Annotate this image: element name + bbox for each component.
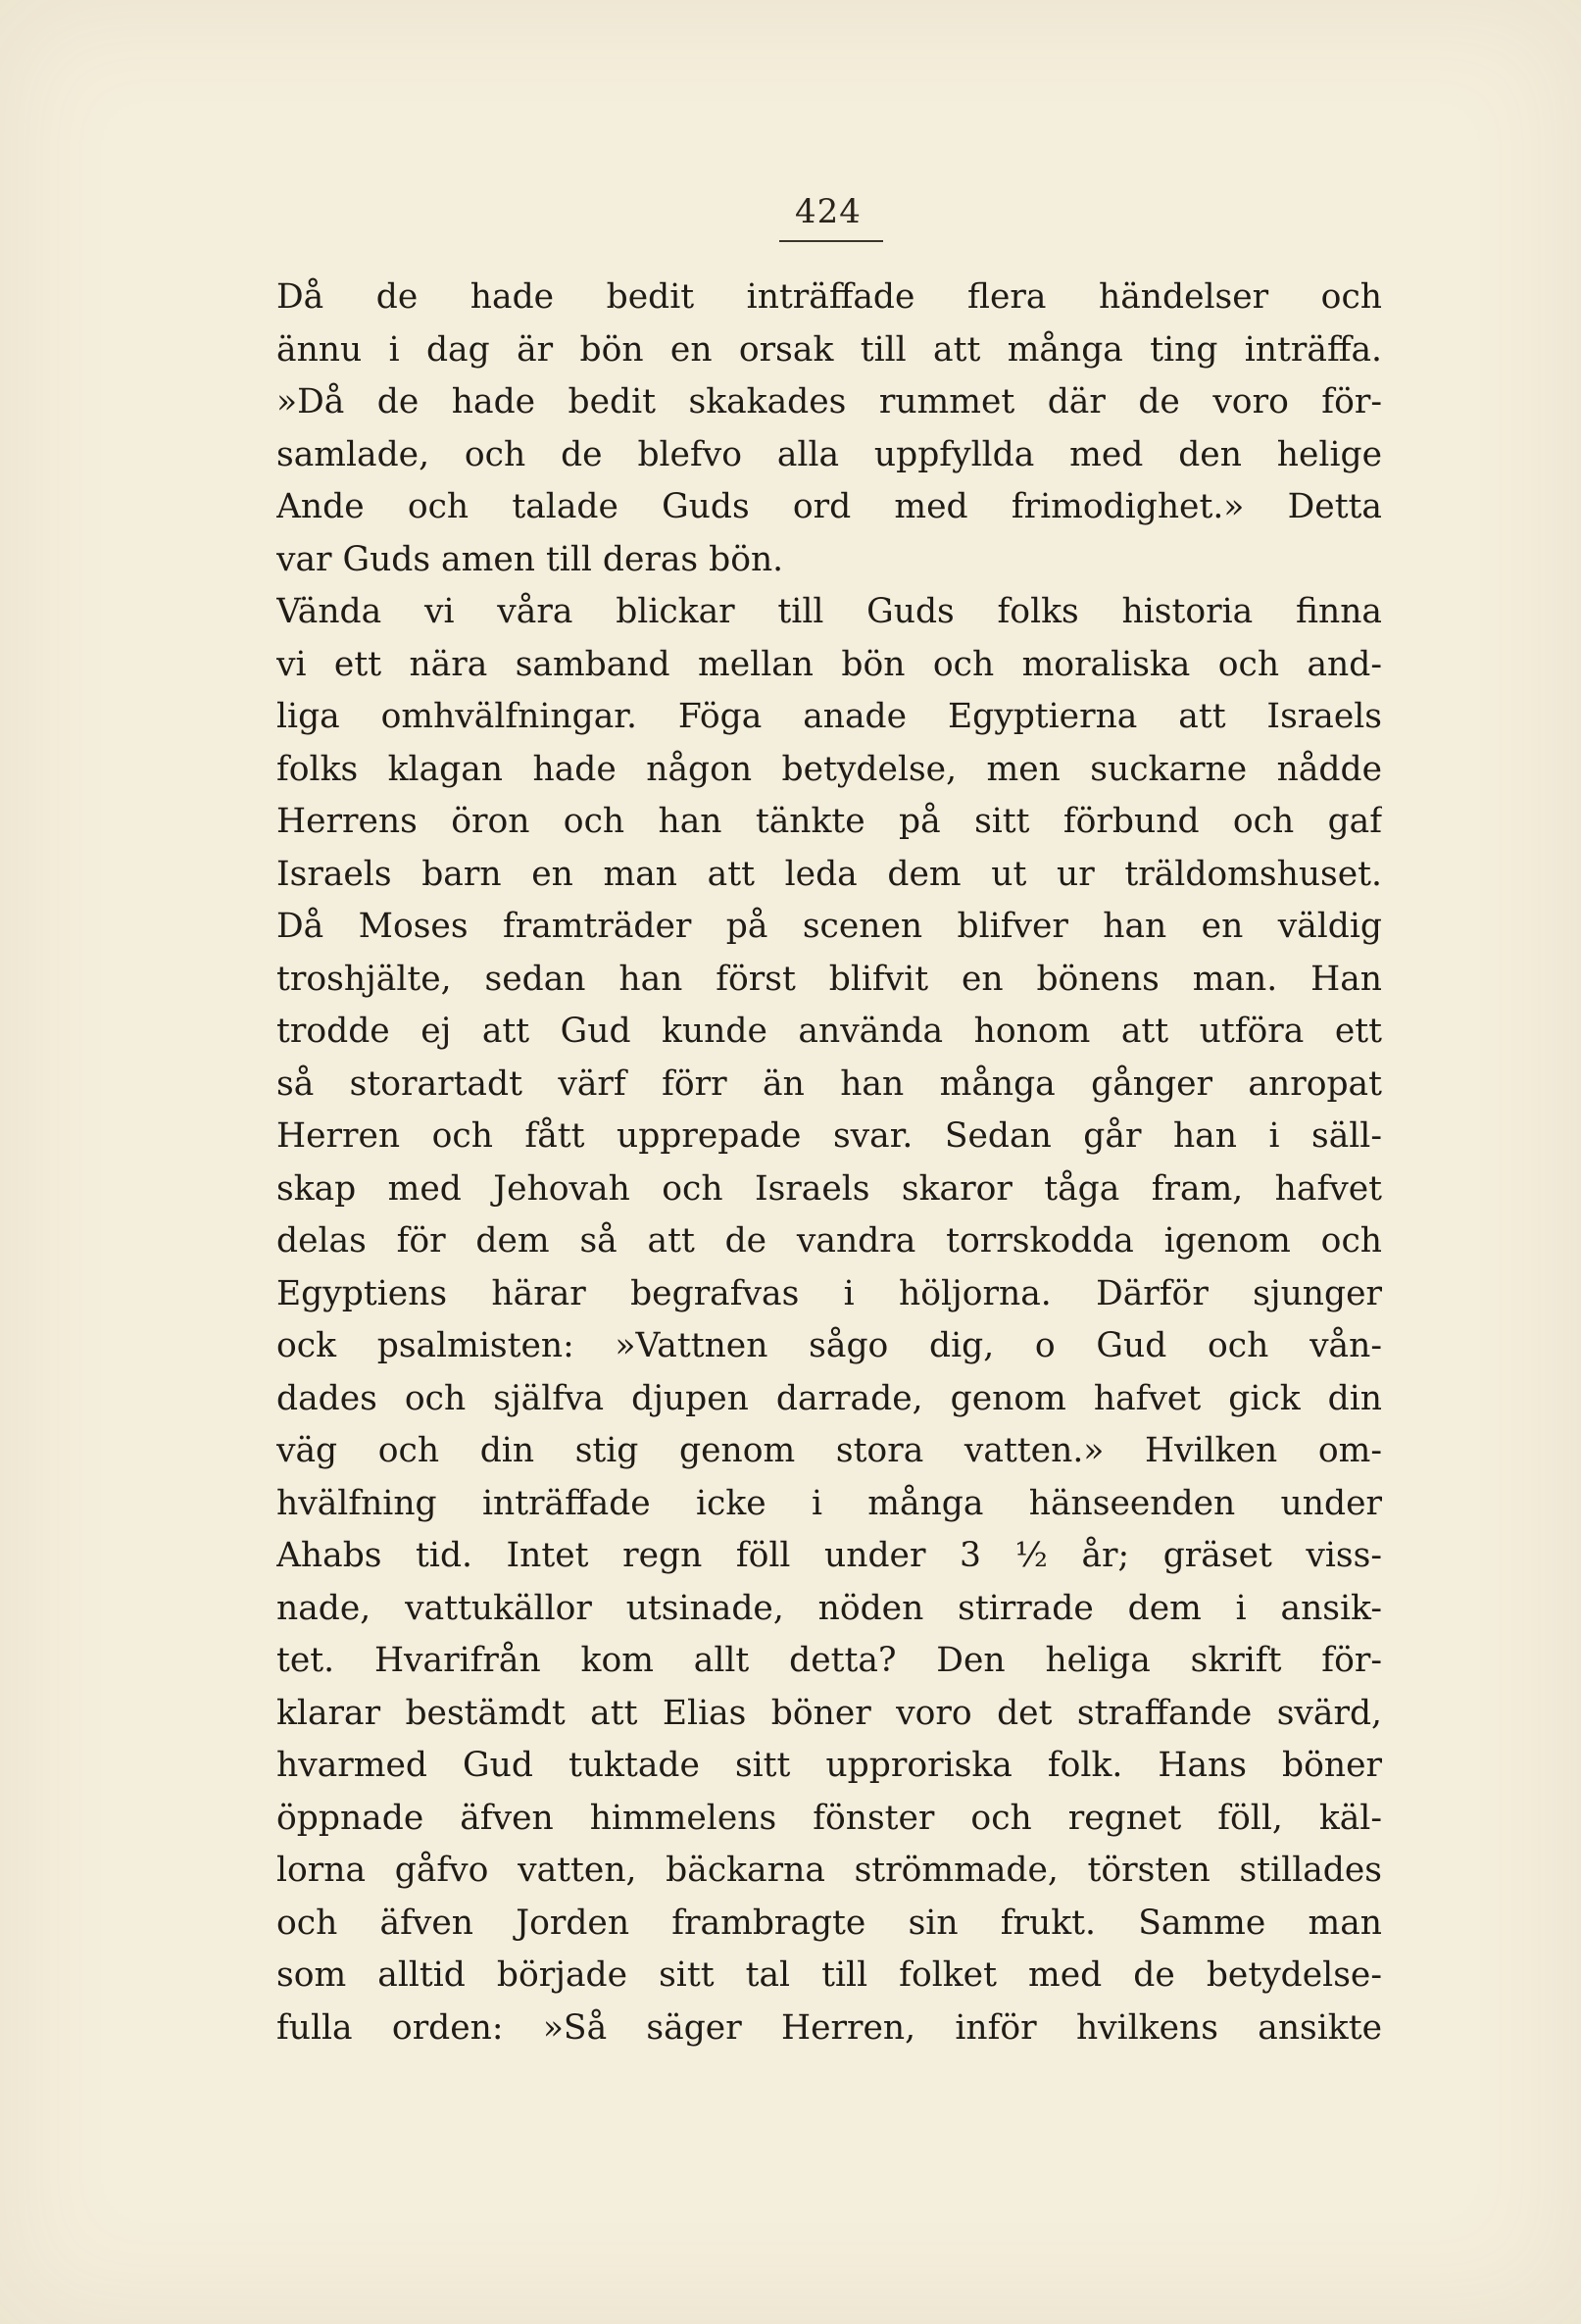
text-line: ännu i dag är bön en orsak till att många ting inträffa. (276, 329, 1382, 370)
text-line: Ahabs tid. Intet regn föll under 3 ½ år; gräset viss- (276, 1536, 1382, 1575)
text-line: tet. Hvarifrån kom allt detta? Den heliga skrift för- (276, 1641, 1382, 1680)
text-line: skap med Jehovah och Israels skaror tåga fram, hafvet (276, 1168, 1382, 1209)
text-line: vi ett nära samband mellan bön och moraliska och and- (276, 644, 1382, 684)
text-line: klarar bestämdt att Elias böner voro det straffande svärd, (276, 1693, 1382, 1733)
text-line: folks klagan hade någon betydelse, men suckarne nådde (276, 749, 1382, 789)
text-line: Egyptiens härar begrafvas i höljorna. Därför sjunger (276, 1273, 1382, 1313)
text-line: så storartadt värf förr än han många gånger anropat (276, 1063, 1382, 1104)
text-line: Vända vi våra blickar till Guds folks historia finna (276, 592, 1382, 631)
text-line: dades och själfva djupen darrade, genom hafvet gick din (276, 1378, 1382, 1418)
text-line: lorna gåfvo vatten, bäckarna strömmade, törsten stillades (276, 1851, 1382, 1890)
text-line: Israels barn en man att leda dem ut ur träldomshuset. (276, 854, 1382, 894)
text-line: Då de hade bedit inträffade flera händelser och (276, 277, 1382, 317)
text-line: delas för dem så att de vandra torrskodda igenom och (276, 1221, 1382, 1261)
text-line: Herrens öron och han tänkte på sitt förbund och gaf (276, 802, 1382, 841)
text-line: fulla orden: »Så säger Herren, inför hvilkens ansikte (276, 2007, 1382, 2048)
body-text (276, 272, 1382, 2054)
page-number: 424 (795, 192, 862, 231)
text-line: samlade, och de blefvo alla uppfyllda med den helige (276, 434, 1382, 474)
text-line: liga omhvälfningar. Föga anade Egyptierna att Israels (276, 697, 1382, 736)
text-line: Ande och talade Guds ord med frimodighet.» Detta (276, 487, 1382, 526)
text-line: väg och din stig genom stora vatten.» Hvilken om- (276, 1431, 1382, 1470)
text-line: var Guds amen till deras bön. (276, 539, 784, 579)
text-line: och äfven Jorden frambragte sin frukt. Samme man (276, 1903, 1382, 1943)
page-number-rule (779, 240, 883, 242)
text-line: ock psalmisten: »Vattnen sågo dig, o Gud och vån- (276, 1326, 1382, 1365)
text-line: troshjälte, sedan han först blifvit en bönens man. Han (276, 959, 1382, 999)
text-line: som alltid började sitt tal till folket med de betydelse- (276, 1955, 1382, 1995)
text-line: öppnade äfven himmelens fönster och regnet föll, käl- (276, 1798, 1382, 1838)
text-line: nade, vattukällor utsinade, nöden stirrade dem i ansik- (276, 1588, 1382, 1628)
text-line: Då Moses framträder på scenen blifver han en väldig (276, 907, 1382, 946)
text-line: trodde ej att Gud kunde använda honom att utföra ett (276, 1012, 1382, 1051)
text-line: Herren och fått upprepade svar. Sedan går han i säll- (276, 1116, 1382, 1156)
text-line: »Då de hade bedit skakades rummet där de voro för- (276, 382, 1382, 421)
text-line: hvarmed Gud tuktade sitt upproriska folk. Hans böner (276, 1746, 1382, 1785)
text-line: hvälfning inträffade icke i många hänseenden under (276, 1483, 1382, 1523)
